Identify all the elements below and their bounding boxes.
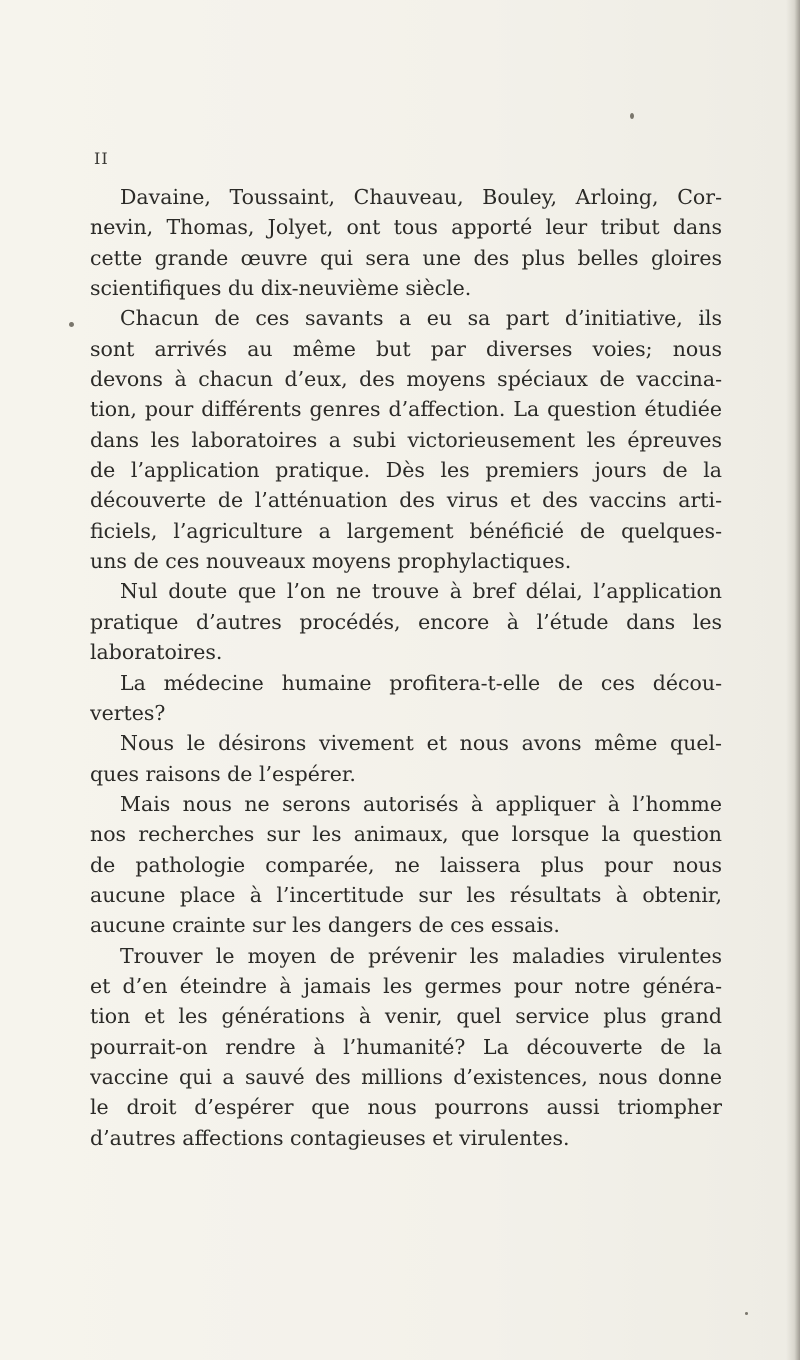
text-line: et d’en éteindre à jamais les germes pour notre généra- [90,973,722,998]
text-line: découverte de l’atténuation des virus et des vaccins arti- [90,488,722,513]
text-line: aucune crainte sur les dangers de ces essais. [90,913,560,938]
text-line: tion, pour différents genres d’affection. La question étudiée [90,397,722,422]
text-line: de l’application pratique. Dès les premiers jours de la [90,458,722,483]
body-text [90,182,722,1153]
text-line: Nous le désirons vivement et nous avons même quel- [120,731,722,756]
text-line: Trouver le moyen de prévenir les maladies virulentes [120,943,722,968]
text-line: de pathologie comparée, ne laissera plus pour nous [90,852,722,877]
text-line: dans les laboratoires a subi victorieusement les épreuves [90,427,722,452]
page-number: II [94,149,109,168]
text-line: La médecine humaine profitera-t-elle de ces décou- [120,670,722,695]
ink-speck [69,322,74,327]
text-line: scientifiques du dix-neuvième siècle. [90,276,472,301]
text-line: uns de ces nouveaux moyens prophylactiques. [90,549,572,574]
text-line: vaccine qui a sauvé des millions d’existences, nous donne [90,1064,722,1089]
text-line: devons à chacun d’eux, des moyens spéciaux de vaccina- [90,367,722,392]
text-line: aucune place à l’incertitude sur les résultats à obtenir, [90,882,722,907]
text-line: pratique d’autres procédés, encore à l’étude dans les [90,609,722,634]
text-line: pourrait-on rendre à l’humanité? La découverte de la [90,1034,722,1059]
text-line: Chacun de ces savants a eu sa part d’initiative, ils [120,306,722,331]
text-line: le droit d’espérer que nous pourrons aussi triompher [90,1095,722,1120]
text-line: Nul doute que l’on ne trouve à bref délai, l’application [120,579,722,604]
text-line: nos recherches sur les animaux, que lorsque la question [90,822,722,847]
ink-speck [745,1312,748,1315]
text-line: ques raisons de l’espérer. [90,761,356,786]
text-line: d’autres affections contagieuses et virulentes. [90,1125,570,1150]
text-line: Davaine, Toussaint, Chauveau, Bouley, Arloing, Cor- [120,185,722,209]
text-line: nevin, Thomas, Jolyet, ont tous apporté leur tribut dans [90,215,722,240]
ink-speck [630,113,634,119]
page-edge-shadow [786,0,800,1360]
text-line: sont arrivés au même but par diverses voies; nous [90,336,722,361]
text-line: tion et les générations à venir, quel service plus grand [90,1004,722,1029]
text-line: vertes? [90,700,166,725]
text-line: ficiels, l’agriculture a largement bénéficié de quelques- [90,518,722,543]
text-line: laboratoires. [90,640,223,665]
text-line: cette grande œuvre qui sera une des plus belles gloires [90,245,722,270]
text-line: Mais nous ne serons autorisés à appliquer à l’homme [120,791,722,816]
